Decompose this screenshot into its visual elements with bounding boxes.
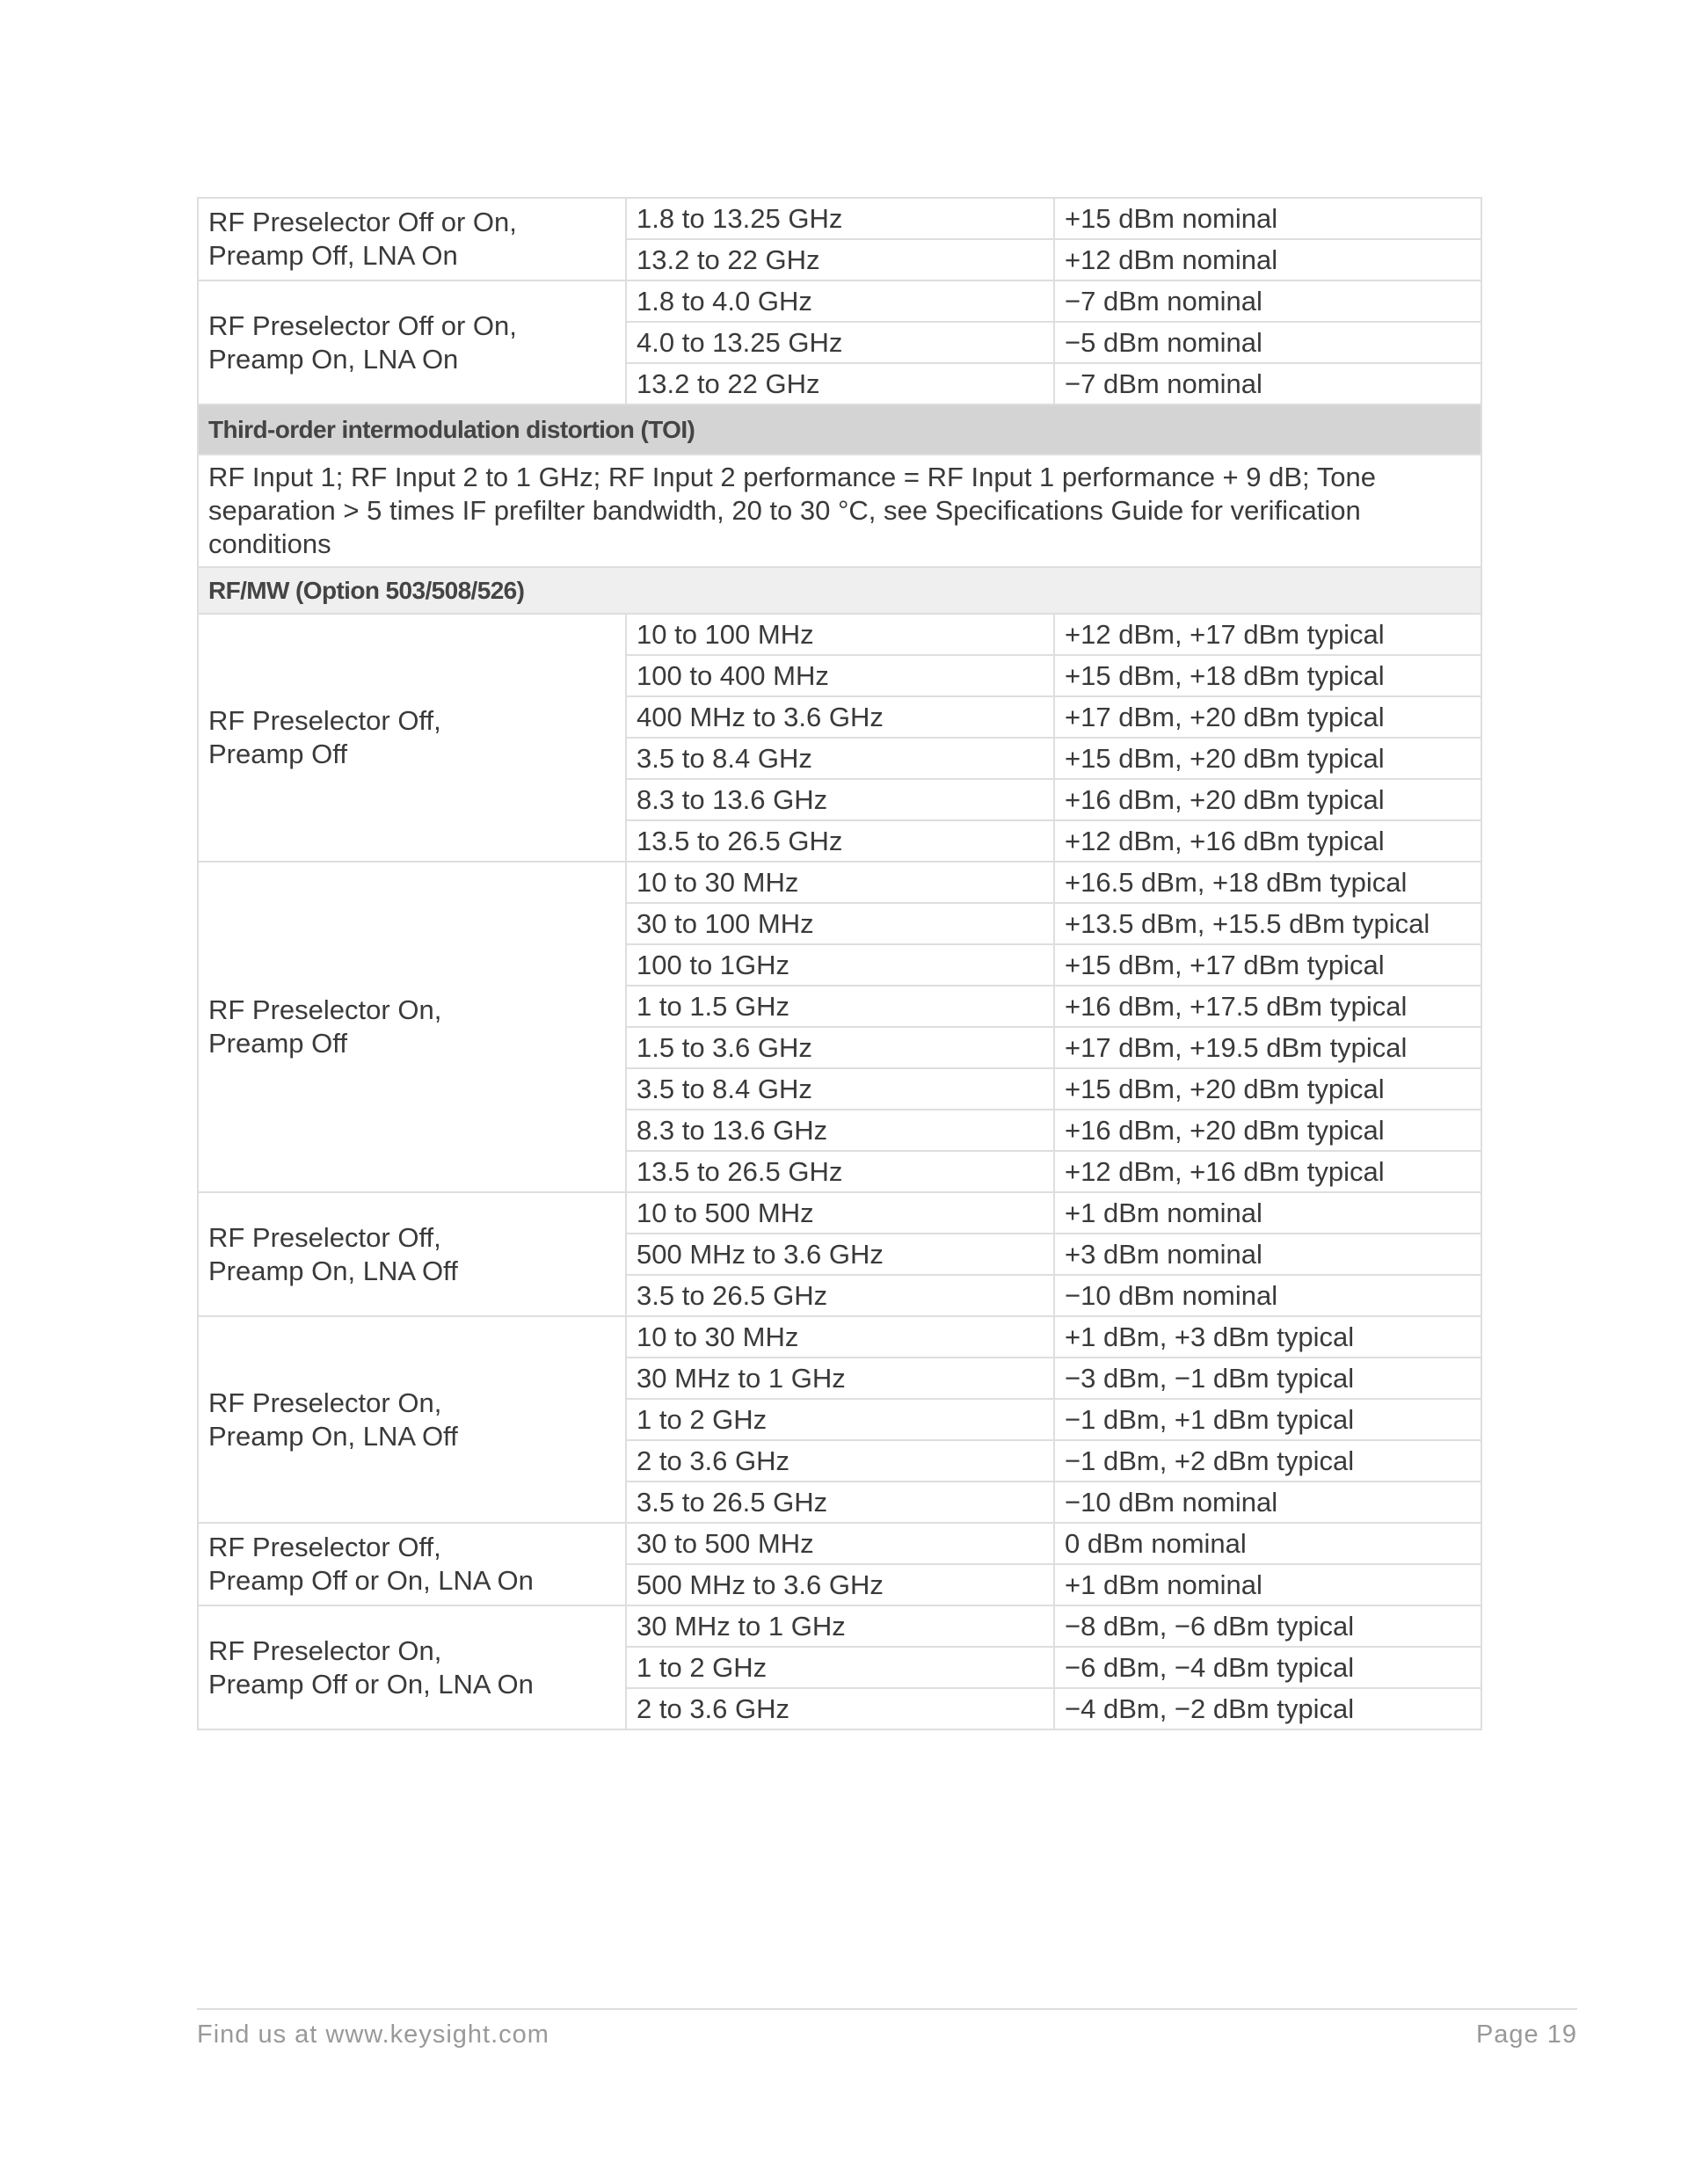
value-cell: +15 dBm nominal [1054, 198, 1481, 239]
value-cell: −10 dBm nominal [1054, 1481, 1481, 1523]
table-row [198, 198, 1481, 239]
section-header-row [198, 404, 1481, 455]
frequency-cell: 10 to 500 MHz [626, 1192, 1054, 1234]
table-row [198, 1523, 1481, 1564]
value-cell: +16 dBm, +20 dBm typical [1054, 779, 1481, 820]
value-cell: −10 dBm nominal [1054, 1275, 1481, 1316]
frequency-cell: 3.5 to 26.5 GHz [626, 1481, 1054, 1523]
value-cell: +15 dBm, +20 dBm typical [1054, 1068, 1481, 1110]
frequency-cell: 400 MHz to 3.6 GHz [626, 696, 1054, 738]
frequency-cell: 1.5 to 3.6 GHz [626, 1027, 1054, 1068]
table-row [198, 1605, 1481, 1647]
frequency-cell: 13.5 to 26.5 GHz [626, 820, 1054, 862]
table-row [198, 280, 1481, 322]
condition-cell: RF Preselector On, Preamp Off or On, LNA On [198, 1605, 626, 1729]
value-cell: +1 dBm nominal [1054, 1192, 1481, 1234]
condition-cell: RF Preselector Off or On, Preamp On, LNA On [198, 280, 626, 404]
value-cell: +1 dBm, +3 dBm typical [1054, 1316, 1481, 1358]
table-row [198, 1316, 1481, 1358]
value-cell: −6 dBm, −4 dBm typical [1054, 1647, 1481, 1688]
page-number: Page 19 [1475, 2020, 1577, 2049]
frequency-cell: 30 to 500 MHz [626, 1523, 1054, 1564]
condition-cell: RF Preselector On, Preamp On, LNA Off [198, 1316, 626, 1523]
frequency-cell: 3.5 to 26.5 GHz [626, 1275, 1054, 1316]
frequency-cell: 13.5 to 26.5 GHz [626, 1151, 1054, 1192]
frequency-cell: 30 MHz to 1 GHz [626, 1358, 1054, 1399]
page-footer [197, 2020, 1577, 2049]
frequency-cell: 1 to 2 GHz [626, 1647, 1054, 1688]
spec-table-body-toi [198, 614, 1481, 1729]
value-cell: +12 dBm, +17 dBm typical [1054, 614, 1481, 655]
frequency-cell: 1 to 1.5 GHz [626, 986, 1054, 1027]
section-note: RF Input 1; RF Input 2 to 1 GHz; RF Input 2 performance = RF Input 1 performance + 9 dB; Tone separation > 5 times IF prefilter bandwidth, 20 to 30 °C, see Specifications Guide for verification conditions [198, 455, 1481, 567]
value-cell: +12 dBm, +16 dBm typical [1054, 820, 1481, 862]
table-row [198, 1192, 1481, 1234]
value-cell: −8 dBm, −6 dBm typical [1054, 1605, 1481, 1647]
frequency-cell: 8.3 to 13.6 GHz [626, 1110, 1054, 1151]
footer-website-link[interactable]: Find us at www.keysight.com [197, 2020, 549, 2049]
frequency-cell: 500 MHz to 3.6 GHz [626, 1234, 1054, 1275]
value-cell: −1 dBm, +2 dBm typical [1054, 1440, 1481, 1481]
value-cell: −5 dBm nominal [1054, 322, 1481, 363]
table-row [198, 614, 1481, 655]
frequency-cell: 1.8 to 4.0 GHz [626, 280, 1054, 322]
frequency-cell: 100 to 1GHz [626, 944, 1054, 986]
value-cell: +3 dBm nominal [1054, 1234, 1481, 1275]
value-cell: −1 dBm, +1 dBm typical [1054, 1399, 1481, 1440]
value-cell: +1 dBm nominal [1054, 1564, 1481, 1605]
section-note-row [198, 455, 1481, 567]
footer-divider [197, 2008, 1577, 2010]
value-cell: 0 dBm nominal [1054, 1523, 1481, 1564]
value-cell: +15 dBm, +17 dBm typical [1054, 944, 1481, 986]
value-cell: +16 dBm, +17.5 dBm typical [1054, 986, 1481, 1027]
value-cell: +12 dBm, +16 dBm typical [1054, 1151, 1481, 1192]
frequency-cell: 2 to 3.6 GHz [626, 1688, 1054, 1729]
frequency-cell: 500 MHz to 3.6 GHz [626, 1564, 1054, 1605]
frequency-cell: 2 to 3.6 GHz [626, 1440, 1054, 1481]
frequency-cell: 100 to 400 MHz [626, 655, 1054, 696]
frequency-cell: 1.8 to 13.25 GHz [626, 198, 1054, 239]
table-row [198, 862, 1481, 903]
frequency-cell: 13.2 to 22 GHz [626, 363, 1054, 404]
frequency-cell: 30 MHz to 1 GHz [626, 1605, 1054, 1647]
value-cell: +16 dBm, +20 dBm typical [1054, 1110, 1481, 1151]
condition-cell: RF Preselector Off or On, Preamp Off, LNA On [198, 198, 626, 280]
condition-cell: RF Preselector Off, Preamp Off or On, LNA On [198, 1523, 626, 1605]
toi-header-body [198, 404, 1481, 614]
frequency-cell: 1 to 2 GHz [626, 1399, 1054, 1440]
frequency-cell: 13.2 to 22 GHz [626, 239, 1054, 280]
frequency-cell: 10 to 100 MHz [626, 614, 1054, 655]
value-cell: +17 dBm, +20 dBm typical [1054, 696, 1481, 738]
frequency-cell: 8.3 to 13.6 GHz [626, 779, 1054, 820]
frequency-cell: 30 to 100 MHz [626, 903, 1054, 944]
value-cell: +17 dBm, +19.5 dBm typical [1054, 1027, 1481, 1068]
value-cell: −4 dBm, −2 dBm typical [1054, 1688, 1481, 1729]
frequency-cell: 3.5 to 8.4 GHz [626, 1068, 1054, 1110]
value-cell: −7 dBm nominal [1054, 280, 1481, 322]
value-cell: −7 dBm nominal [1054, 363, 1481, 404]
value-cell: +15 dBm, +20 dBm typical [1054, 738, 1481, 779]
section-title: Third-order intermodulation distortion (TOI) [198, 404, 1481, 455]
frequency-cell: 10 to 30 MHz [626, 1316, 1054, 1358]
frequency-cell: 3.5 to 8.4 GHz [626, 738, 1054, 779]
value-cell: +13.5 dBm, +15.5 dBm typical [1054, 903, 1481, 944]
condition-cell: RF Preselector Off, Preamp Off [198, 614, 626, 862]
spec-table-body-top [198, 198, 1481, 404]
subsection-header-row [198, 567, 1481, 614]
subsection-title: RF/MW (Option 503/508/526) [198, 567, 1481, 614]
frequency-cell: 4.0 to 13.25 GHz [626, 322, 1054, 363]
value-cell: −3 dBm, −1 dBm typical [1054, 1358, 1481, 1399]
frequency-cell: 10 to 30 MHz [626, 862, 1054, 903]
value-cell: +12 dBm nominal [1054, 239, 1481, 280]
value-cell: +16.5 dBm, +18 dBm typical [1054, 862, 1481, 903]
condition-cell: RF Preselector On, Preamp Off [198, 862, 626, 1192]
value-cell: +15 dBm, +18 dBm typical [1054, 655, 1481, 696]
spec-table [197, 197, 1482, 1730]
condition-cell: RF Preselector Off, Preamp On, LNA Off [198, 1192, 626, 1316]
